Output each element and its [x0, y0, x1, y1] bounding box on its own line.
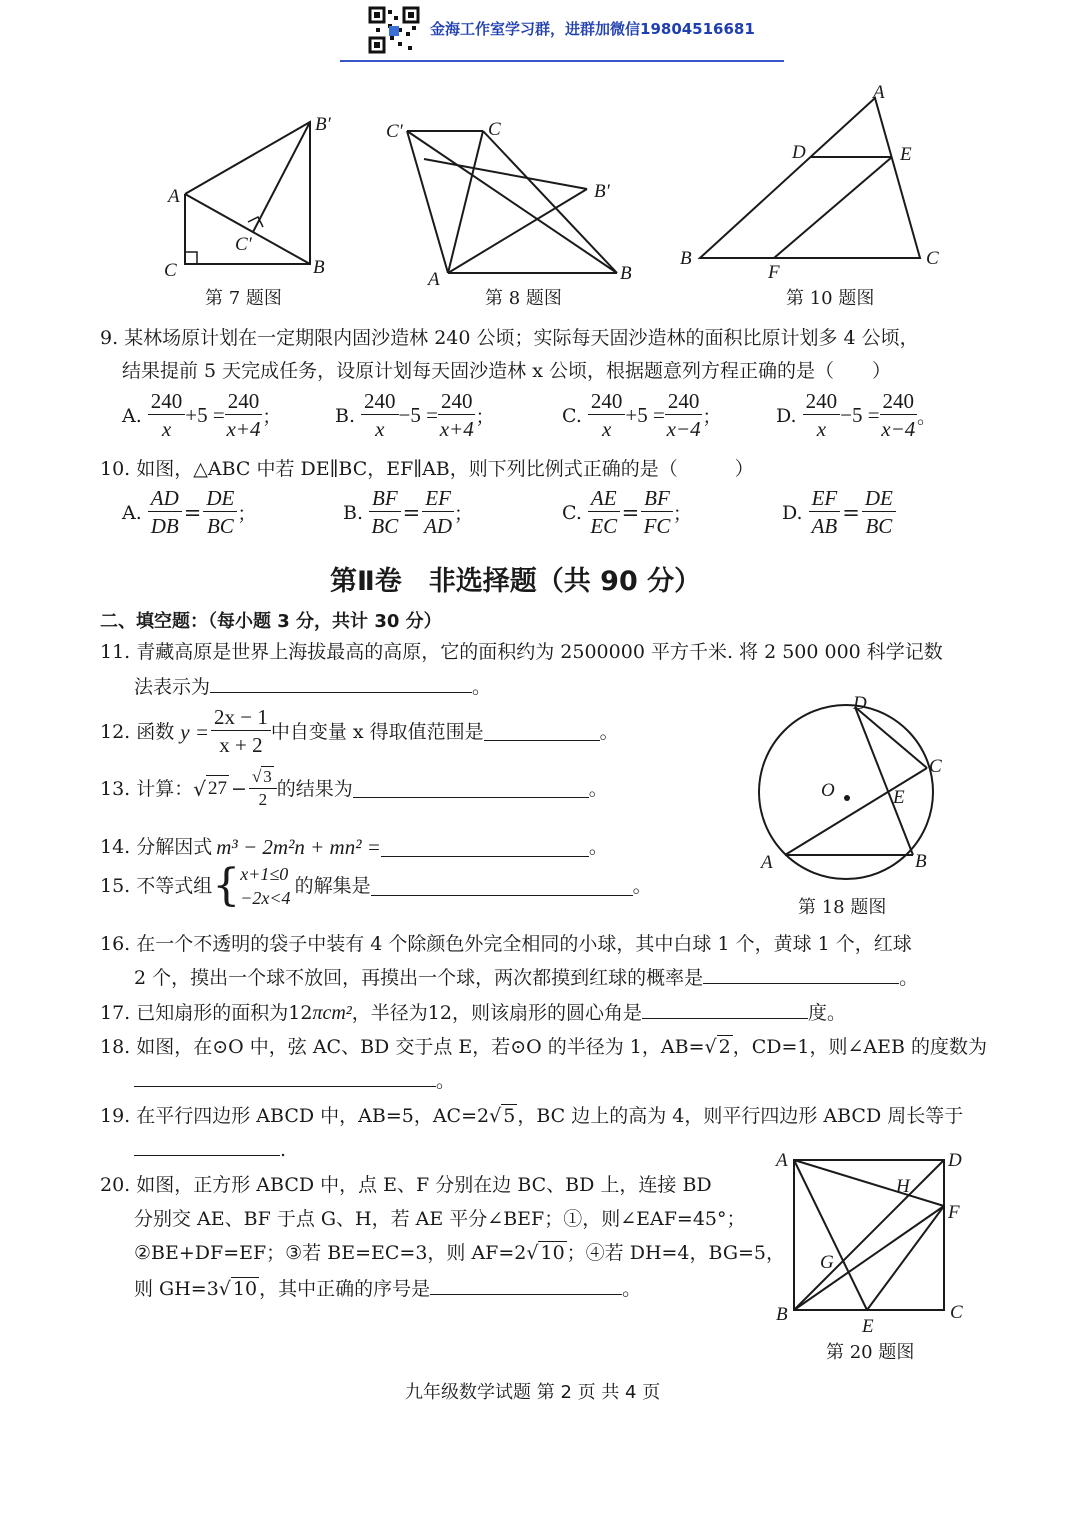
- q11-answer-blank: [210, 674, 472, 693]
- label-f: F: [768, 262, 780, 283]
- q13: 13. 计算： √ 27 − $\frac{√ 3}{2}$ 的结果为 。: [100, 767, 608, 809]
- label-b: B: [620, 263, 632, 284]
- q18-line1: 18. 如图，在⊙O 中，弦 AC、BD 交于点 E，若⊙O 的半径为 1，AB=√ 2 ，CD=1，则∠AEB 的度数为: [100, 1036, 988, 1058]
- q17: 17. 已知扇形的面积为12πcm²，半径为12，则该扇形的圆心角是 度。: [100, 1002, 846, 1024]
- label-c: C: [488, 119, 501, 140]
- figure-8-caption: 第 8 题图: [485, 288, 562, 309]
- label-a: A: [428, 269, 440, 285]
- page-footer: 九年级数学试题 第 2 页 共 4 页: [405, 1382, 661, 1403]
- label-f: F: [948, 1202, 960, 1223]
- q16-line2: 2 个，摸出一个球不放回，再摸出一个球，两次都摸到红球的概率是 。: [134, 967, 919, 989]
- qr-code-icon: [368, 6, 420, 54]
- label-d: D: [792, 142, 806, 163]
- label-e: E: [900, 144, 912, 165]
- label-e: E: [862, 1316, 874, 1337]
- q19-line2: .: [134, 1137, 286, 1163]
- label-c-prime: C′: [235, 234, 252, 255]
- label-e: E: [893, 787, 905, 808]
- label-a: A: [761, 852, 773, 873]
- label-b: B: [313, 257, 325, 278]
- q9-option-d: D. $\frac{240}{x}$ −5 = $\frac{240}{x-4}$ 。: [776, 389, 937, 441]
- figure-8: [380, 115, 640, 285]
- q20-line2: 分别交 AE、BF 于点 G、H，若 AE 平分∠BEF；①，则∠EAF=45°；: [134, 1208, 746, 1230]
- figure-7: [150, 110, 350, 285]
- q20-line3: ②BE+DF=EF；③若 BE=EC=3，则 AF=2√ 10 ；④若 DH=4，BG=5，: [134, 1242, 786, 1264]
- q16-line1: 16. 在一个不透明的袋子中装有 4 个除颜色外完全相同的小球，其中白球 1 个，黄球 1 个，红球: [100, 933, 912, 955]
- q15: 15. 不等式组 { x+1≤0 −2x<4 的解集是 。: [100, 860, 652, 911]
- q18-answer-blank: [134, 1068, 436, 1087]
- label-b-prime: B′: [315, 114, 331, 135]
- header-divider: [340, 60, 784, 62]
- header-text: 金海工作室学习群，进群加微信19804516681: [430, 20, 755, 38]
- q13-answer-blank: [353, 779, 589, 798]
- label-d: D: [948, 1150, 962, 1171]
- q10-line: 10. 如图，△ABC 中若 DE∥BC，EF∥AB，则下列比例式正确的是（ ）: [100, 458, 754, 480]
- q10-option-b: B. $\frac{BF}{BC}$ = $\frac{EF}{AD}$ ；: [343, 486, 473, 538]
- label-b: B: [680, 248, 692, 269]
- label-b-prime: B′: [594, 181, 610, 202]
- q20-line1: 20. 如图，正方形 ABCD 中，点 E、F 分别在边 BC、BD 上，连接 BD: [100, 1174, 712, 1196]
- figure-20-caption: 第 20 题图: [826, 1342, 915, 1363]
- q11-line1: 11. 青藏高原是世界上海拔最高的高原，它的面积约为 2500000 平方千米. 将 2 500 000 科学记数: [100, 641, 943, 663]
- label-c: C: [950, 1302, 963, 1323]
- label-c-prime: C′: [386, 121, 403, 142]
- label-g: G: [820, 1252, 834, 1273]
- q20-line4: 则 GH=3√ 10 ，其中正确的序号是 。: [134, 1278, 642, 1300]
- q19-line1: 19. 在平行四边形 ABCD 中，AB=5，AC=2√ 5 ，BC 边上的高为 4，则平行四边形 ABCD 周长等于: [100, 1105, 964, 1127]
- q10-option-c: C. $\frac{AE}{EC}$ = $\frac{BF}{FC}$ ；: [562, 486, 692, 538]
- label-d: D: [853, 693, 867, 714]
- q10-option-d: D. $\frac{EF}{AB}$ = $\frac{DE}{BC}$: [782, 485, 896, 540]
- q9-line2: 结果提前 5 天完成任务，设原计划每天固沙造林 x 公顷，根据题意列方程正确的是（ ）: [122, 360, 891, 382]
- figure-20: [770, 1148, 970, 1340]
- q12: 12. 函数 y = $\frac{2x - 1}{x + 2}$ 中自变量 x 得取值范围是 。: [100, 705, 619, 757]
- q16-answer-blank: [703, 965, 899, 984]
- label-o: O: [821, 780, 835, 801]
- q9-line1: 9. 某林场原计划在一定期限内固沙造林 240 公顷；实际每天固沙造林的面积比原计划多 4 公顷，: [100, 327, 919, 349]
- section-2-heading: 二、填空题：（每小题 3 分，共计 30 分）: [100, 611, 442, 632]
- label-a: A: [873, 82, 885, 103]
- q19-answer-blank: [134, 1137, 280, 1156]
- q12-answer-blank: [484, 722, 600, 741]
- q18-line2: 。: [134, 1068, 455, 1094]
- figure-18: [745, 692, 965, 882]
- part-2-title: 第Ⅱ卷 非选择题（共 90 分）: [330, 566, 702, 597]
- q9-option-a: A. $\frac{240}{x}$ +5 = $\frac{240}{x+4}$ ；: [122, 389, 282, 441]
- figure-7-caption: 第 7 题图: [205, 288, 282, 309]
- label-a: A: [776, 1150, 788, 1171]
- figure-18-caption: 第 18 题图: [798, 897, 887, 918]
- label-b: B: [776, 1304, 788, 1325]
- label-a: A: [168, 186, 180, 207]
- q10-option-a: A. $\frac{AD}{DB}$ = $\frac{DE}{BC}$ ；: [122, 486, 257, 538]
- q9-option-c: C. $\frac{240}{x}$ +5 = $\frac{240}{x-4}$ ；: [562, 389, 722, 441]
- label-c: C: [926, 248, 939, 269]
- q14-answer-blank: [381, 838, 589, 857]
- label-h: H: [896, 1176, 910, 1197]
- label-c: C: [929, 756, 942, 777]
- q20-answer-blank: [430, 1276, 622, 1295]
- q15-answer-blank: [371, 877, 633, 896]
- option-letter: A.: [122, 404, 142, 427]
- label-c: C: [164, 260, 177, 281]
- figure-10-caption: 第 10 题图: [786, 288, 875, 309]
- label-b: B: [915, 851, 927, 872]
- q11-line2: 法表示为 。: [134, 676, 492, 698]
- q14: 14. 分解因式 m³ − 2m²n + mn² = 。: [100, 835, 608, 859]
- q9-option-b: B. $\frac{240}{x}$ −5 = $\frac{240}{x+4}$ ；: [335, 389, 495, 441]
- figure-10: [670, 80, 950, 285]
- q17-answer-blank: [642, 1000, 808, 1019]
